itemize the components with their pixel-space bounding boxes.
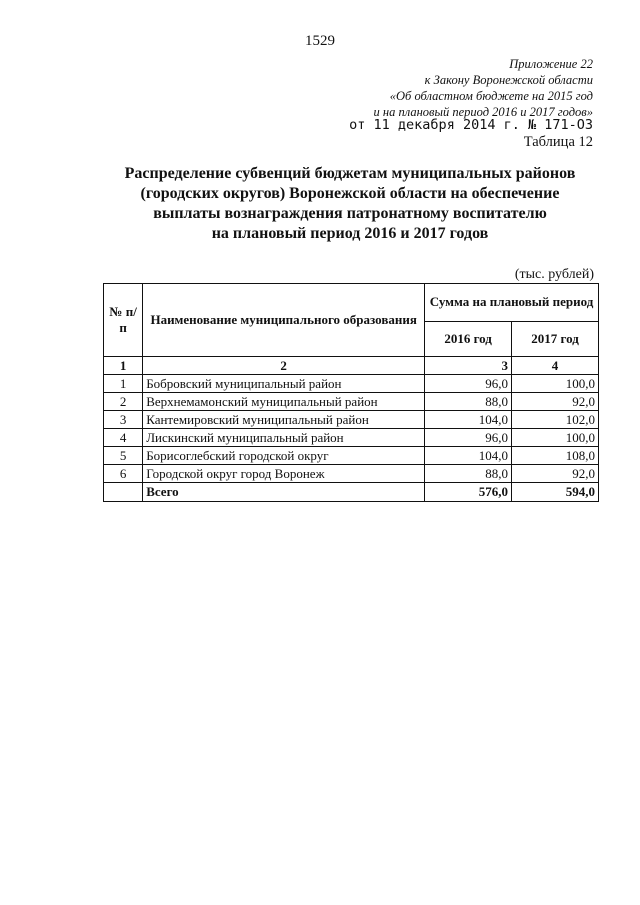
row-value-2016: 88,0 bbox=[425, 393, 512, 411]
row-value-2016: 88,0 bbox=[425, 465, 512, 483]
appendix-line: к Закону Воронежской области bbox=[424, 73, 593, 87]
header-sum: Сумма на плановый период bbox=[425, 284, 599, 322]
title-line: (городских округов) Воронежской области на обеспечение bbox=[140, 185, 560, 202]
row-name: Городской округ город Воронеж bbox=[143, 465, 425, 483]
table-row bbox=[104, 447, 599, 465]
row-value-2016: 104,0 bbox=[425, 411, 512, 429]
row-value-2017: 108,0 bbox=[512, 447, 599, 465]
page-number: 1529 bbox=[305, 33, 335, 49]
column-index: 3 bbox=[425, 357, 512, 375]
header-year-2016: 2016 год bbox=[425, 321, 512, 357]
table-row bbox=[104, 465, 599, 483]
row-value-2017: 100,0 bbox=[512, 429, 599, 447]
law-date-stamp: от 11 декабря 2014 г. № 171-ОЗ bbox=[349, 117, 593, 133]
document-title bbox=[90, 164, 610, 244]
total-num-cell bbox=[104, 483, 143, 502]
table-row bbox=[104, 429, 599, 447]
row-value-2017: 92,0 bbox=[512, 465, 599, 483]
title-line: на плановый период 2016 и 2017 годов bbox=[211, 225, 489, 242]
row-num: 2 bbox=[104, 393, 143, 411]
column-index-row bbox=[104, 357, 599, 375]
header-num: № п/п bbox=[104, 284, 143, 357]
total-value-2016: 576,0 bbox=[425, 483, 512, 502]
row-name: Борисоглебский городской округ bbox=[143, 447, 425, 465]
row-num: 4 bbox=[104, 429, 143, 447]
column-index: 4 bbox=[512, 357, 599, 375]
total-row bbox=[104, 483, 599, 502]
table-row bbox=[104, 375, 599, 393]
appendix-line: и на плановый период 2016 и 2017 годов» bbox=[373, 105, 593, 119]
column-index: 1 bbox=[104, 357, 143, 375]
row-value-2016: 104,0 bbox=[425, 447, 512, 465]
header-year-2017: 2017 год bbox=[512, 321, 599, 357]
row-name: Кантемировский муниципальный район bbox=[143, 411, 425, 429]
row-num: 3 bbox=[104, 411, 143, 429]
row-num: 5 bbox=[104, 447, 143, 465]
row-value-2017: 100,0 bbox=[512, 375, 599, 393]
row-num: 1 bbox=[104, 375, 143, 393]
units-label: (тыс. рублей) bbox=[514, 267, 594, 282]
row-num: 6 bbox=[104, 465, 143, 483]
table-row bbox=[104, 411, 599, 429]
appendix-line: Приложение 22 bbox=[509, 57, 593, 71]
appendix-block bbox=[374, 56, 593, 120]
row-name: Бобровский муниципальный район bbox=[143, 375, 425, 393]
table-row bbox=[104, 393, 599, 411]
row-name: Верхнемамонский муниципальный район bbox=[143, 393, 425, 411]
appendix-line: «Об областном бюджете на 2015 год bbox=[389, 89, 593, 103]
row-value-2017: 102,0 bbox=[512, 411, 599, 429]
title-line: выплаты вознаграждения патронатному воспитателю bbox=[153, 205, 547, 222]
row-name: Лискинский муниципальный район bbox=[143, 429, 425, 447]
table-label: Таблица 12 bbox=[523, 134, 593, 150]
row-value-2016: 96,0 bbox=[425, 375, 512, 393]
subvention-table bbox=[103, 283, 599, 502]
column-index: 2 bbox=[143, 357, 425, 375]
total-value-2017: 594,0 bbox=[512, 483, 599, 502]
total-label: Всего bbox=[143, 483, 425, 502]
row-value-2017: 92,0 bbox=[512, 393, 599, 411]
table-header-row bbox=[104, 284, 599, 322]
title-line: Распределение субвенций бюджетам муниципальных районов bbox=[124, 165, 576, 182]
header-name: Наименование муниципального образования bbox=[143, 284, 425, 357]
row-value-2016: 96,0 bbox=[425, 429, 512, 447]
